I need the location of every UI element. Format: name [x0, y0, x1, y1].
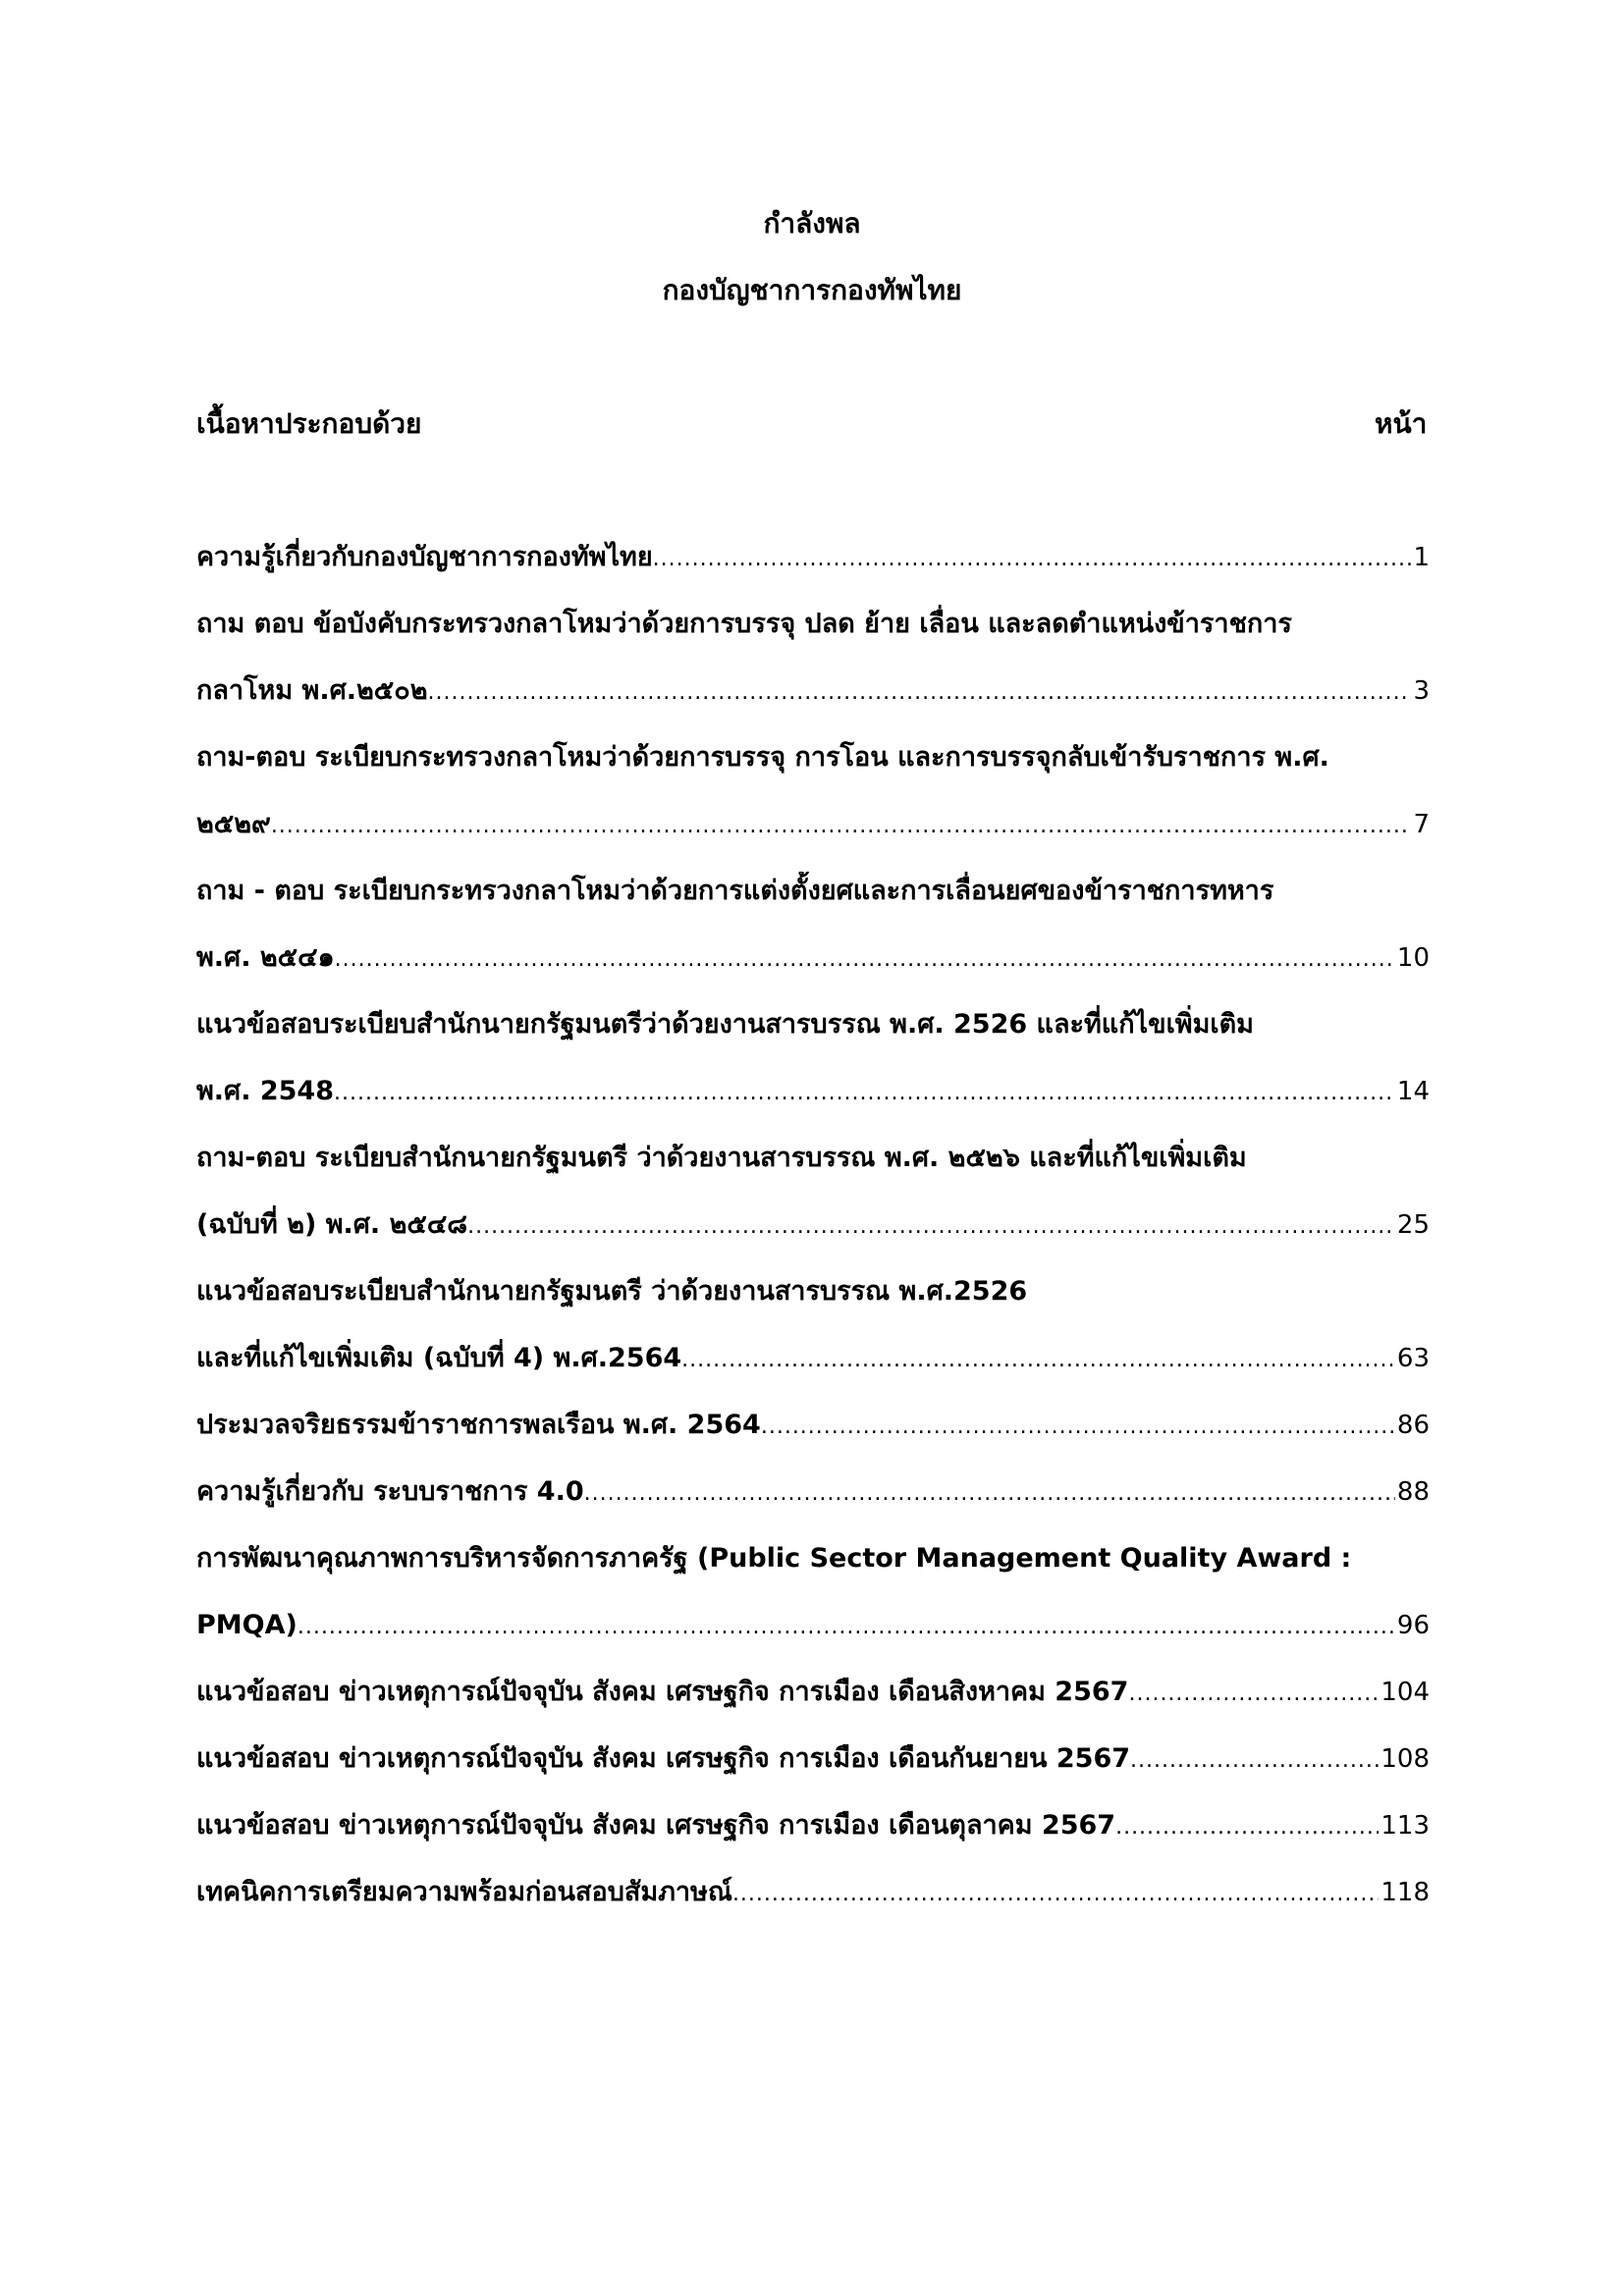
toc-dot-leader	[1128, 1675, 1379, 1712]
toc-dot-leader	[1115, 1808, 1379, 1845]
page-subtitle: กองบัญชาการกองทัพไทย	[662, 274, 962, 306]
page-column-heading: หน้า	[1375, 407, 1428, 440]
toc-entry-title: พ.ศ. 2548	[196, 1076, 334, 1106]
toc-dot-leader	[334, 1074, 1395, 1111]
toc-page-number: 113	[1380, 1811, 1430, 1841]
toc-entry-title: แนวข้อสอบ ข่าวเหตุการณ์ปัจจุบัน สังคม เศรษฐกิจ การเมือง เดือนสิงหาคม 2567	[196, 1677, 1129, 1707]
toc-page-number: 104	[1380, 1678, 1430, 1707]
toc-entry-title: ถาม ตอบ ข้อบังคับกระทรวงกลาโหมว่าด้วยการบรรจุ ปลด ย้าย เลื่อน และลดตำแหน่งข้าราชการ	[196, 609, 1292, 639]
toc-entry	[196, 1472, 1430, 1512]
toc-entry-continuation	[196, 1339, 1430, 1378]
toc-dot-leader	[681, 1341, 1395, 1378]
toc-entry-title: กลาโหม พ.ศ.๒๕๐๒	[196, 675, 428, 706]
toc-entry-continuation	[196, 1606, 1430, 1645]
toc-entry-title: และที่แก้ไขเพิ่มเติม (ฉบับที่ 4) พ.ศ.2564	[196, 1343, 682, 1373]
toc-dot-leader	[761, 1408, 1395, 1445]
toc-entry-title: ถาม-ตอบ ระเบียบกระทรวงกลาโหมว่าด้วยการบรรจุ การโอน และการบรรจุกลับเข้ารับราชการ พ.ศ.	[196, 742, 1329, 773]
toc-entry-title: แนวข้อสอบระเบียบสำนักนายกรัฐมนตรีว่าด้วยงานสารบรรณ พ.ศ. 2526 และที่แก้ไขเพิ่มเติม	[196, 1009, 1254, 1040]
toc-entry	[196, 1406, 1430, 1445]
toc-dot-leader	[271, 807, 1412, 844]
toc-entry	[196, 872, 1430, 911]
toc-dot-leader	[298, 1608, 1395, 1645]
toc-entry-title: ถาม - ตอบ ระเบียบกระทรวงกลาโหมว่าด้วยการแต่งตั้งยศและการเลื่อนยศของข้าราชการทหาร	[196, 876, 1274, 906]
toc-entry-continuation	[196, 671, 1430, 711]
toc-dot-leader	[428, 673, 1412, 711]
toc-dot-leader	[467, 1207, 1395, 1245]
toc-page-number: 10	[1396, 943, 1430, 973]
toc-entry-title: ๒๕๒๙	[196, 809, 271, 839]
toc-entry	[196, 738, 1430, 777]
toc-dot-leader	[584, 1474, 1395, 1512]
toc-entry	[196, 1539, 1430, 1578]
toc-entry-title: ประมวลจริยธรรมข้าราชการพลเรือน พ.ศ. 2564	[196, 1410, 761, 1440]
toc-dot-leader	[653, 540, 1412, 577]
toc-entry-title: แนวข้อสอบ ข่าวเหตุการณ์ปัจจุบัน สังคม เศรษฐกิจ การเมือง เดือนกันยายน 2567	[196, 1743, 1131, 1774]
toc-entry-continuation	[196, 805, 1430, 844]
toc-entry-title: PMQA)	[196, 1610, 298, 1640]
toc-entry	[196, 1739, 1430, 1779]
toc-entry-title: การพัฒนาคุณภาพการบริหารจัดการภาครัฐ (Public Sector Management Quality Award :	[196, 1543, 1352, 1574]
toc-entry-title: พ.ศ. ๒๕๔๑	[196, 942, 335, 973]
toc-entry-continuation	[196, 938, 1430, 978]
toc-page-number: 86	[1396, 1411, 1430, 1440]
toc-entry	[196, 1005, 1430, 1044]
toc-dot-leader	[1130, 1741, 1379, 1779]
toc-page-number: 118	[1380, 1878, 1430, 1907]
toc-entry-continuation	[196, 1072, 1430, 1111]
toc-page-number: 1	[1413, 543, 1430, 572]
toc-entry-title: แนวข้อสอบระเบียบสำนักนายกรัฐมนตรี ว่าด้วยงานสารบรรณ พ.ศ.2526	[196, 1276, 1028, 1307]
toc-page-number: 14	[1396, 1077, 1430, 1106]
toc-entry-title: ความรู้เกี่ยวกับ ระบบราชการ 4.0	[196, 1476, 584, 1507]
toc-entry	[196, 1873, 1430, 1912]
toc-dot-leader	[335, 940, 1395, 978]
toc-entry-title: เทคนิคการเตรียมความพร้อมก่อนสอบสัมภาษณ์	[196, 1877, 732, 1907]
toc-entry-title: แนวข้อสอบ ข่าวเหตุการณ์ปัจจุบัน สังคม เศรษฐกิจ การเมือง เดือนตุลาคม 2567	[196, 1810, 1116, 1841]
toc-entry	[196, 1139, 1430, 1178]
toc-entry-title: (ฉบับที่ ๒) พ.ศ. ๒๕๔๘	[196, 1209, 468, 1240]
toc-page-number: 63	[1396, 1344, 1430, 1373]
toc-entry	[196, 1673, 1430, 1712]
toc-page-number: 108	[1380, 1744, 1430, 1774]
toc-entry	[196, 1806, 1430, 1845]
toc-page-number: 7	[1413, 810, 1430, 839]
toc-page-number: 88	[1396, 1477, 1430, 1507]
contents-heading: เนื้อหาประกอบด้วย	[196, 407, 422, 440]
toc-entry	[196, 605, 1430, 644]
toc-page-number: 25	[1396, 1210, 1430, 1240]
toc-entry-title: ความรู้เกี่ยวกับกองบัญชาการกองทัพไทย	[196, 542, 653, 572]
toc-page-number: 3	[1413, 676, 1430, 706]
toc-dot-leader	[732, 1875, 1379, 1912]
toc-entry	[196, 538, 1430, 577]
toc-entry-title: ถาม-ตอบ ระเบียบสำนักนายกรัฐมนตรี ว่าด้วยงานสารบรรณ พ.ศ. ๒๕๒๖ และที่แก้ไขเพิ่มเติม	[196, 1143, 1247, 1173]
toc-page-number: 96	[1396, 1611, 1430, 1640]
toc-entry	[196, 1272, 1430, 1311]
page-title: กำลังพล	[763, 207, 861, 240]
toc-entry-continuation	[196, 1205, 1430, 1245]
